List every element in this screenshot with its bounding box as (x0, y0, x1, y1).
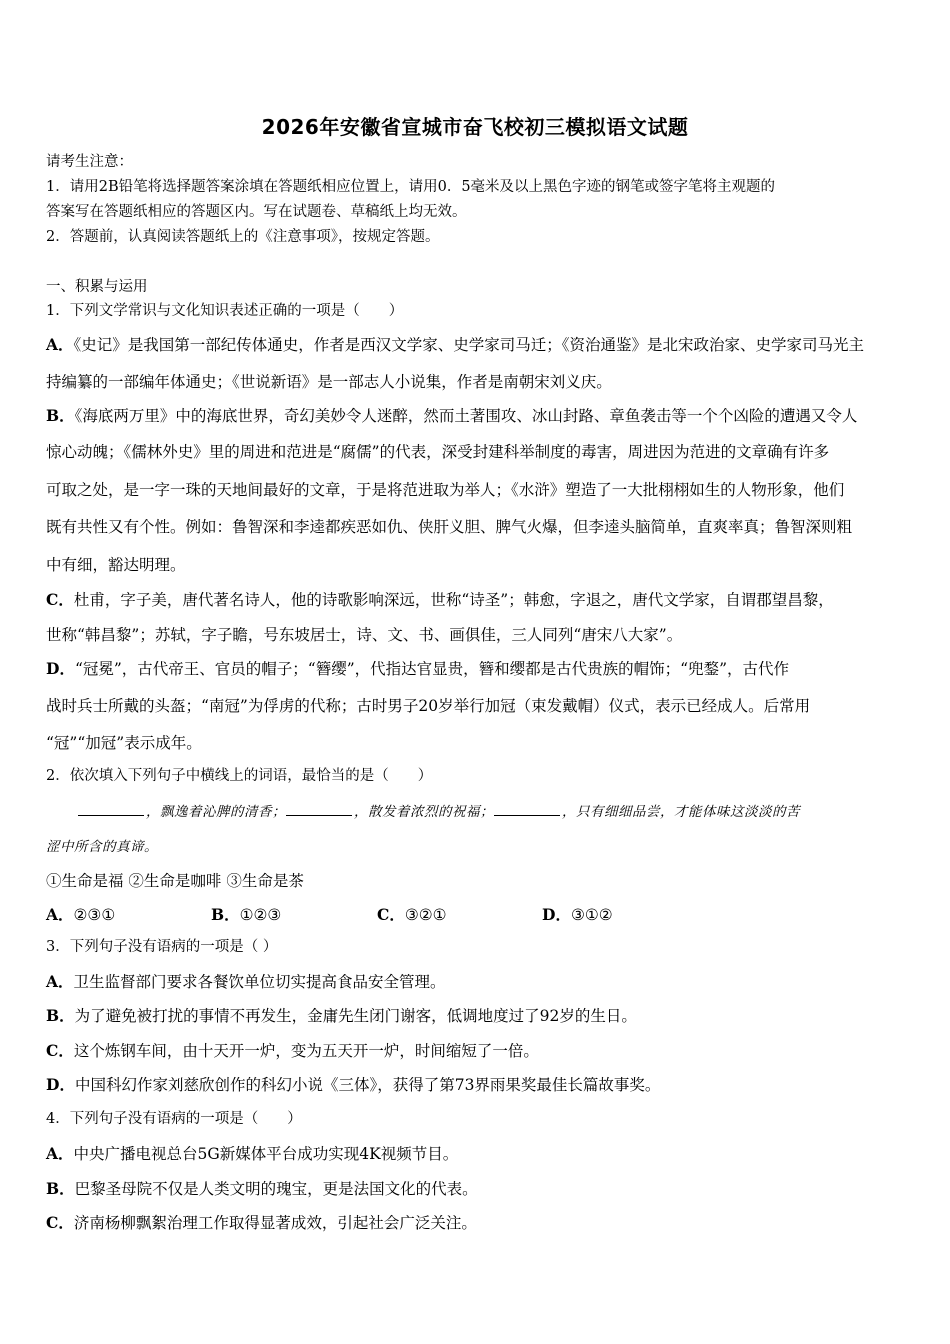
q1-option-c (46, 590, 834, 610)
option-label: B． (46, 1179, 75, 1198)
q2-option-c (377, 903, 447, 925)
q2-sentence-cont: 涩中所含的真谛。 (46, 839, 158, 855)
option-text: 济南杨柳飘絮治理工作取得显著成效，引起社会广泛关注。 (73, 1214, 477, 1232)
blank-line (286, 801, 352, 816)
notice-line-1b: 答案写在答题纸相应的答题区内。写在试题卷、草稿纸上均无效。 (46, 204, 467, 220)
q3-option-c (46, 1041, 539, 1061)
option-text: ②③① (73, 906, 116, 924)
q1-option-c-cont: 世称“韩昌黎”；苏轼，字子瞻，号东坡居士，诗、文、书、画俱佳，三人同列“唐宋八大家”。 (46, 626, 683, 644)
q2-option-d (542, 903, 613, 925)
option-text: 中国科幻作家刘慈欣创作的科幻小说《三体》，获得了第73界雨果奖最佳长篇故事奖。 (74, 1076, 661, 1094)
option-label: B． (46, 406, 75, 425)
q4-option-a (46, 1144, 458, 1164)
q1-option-d (46, 659, 789, 679)
q1-option-d-cont-1: 战时兵士所戴的头盔；“南冠”为俘虏的代称；古时男子20岁举行加冠（束发戴帽）仪式，表示已经成人。后常用 (46, 697, 811, 715)
q3-option-d (46, 1075, 660, 1095)
option-text: 这个炼钢车间，由十天开一炉，变为五天开一炉，时间缩短了一倍。 (73, 1042, 539, 1060)
option-label: C． (377, 905, 405, 924)
option-text: 卫生监督部门要求各餐饮单位切实提高食品安全管理。 (73, 973, 446, 991)
option-label: D． (46, 659, 75, 678)
option-label: D． (542, 905, 571, 924)
sentence-part: ，飘逸着沁脾的清香； (146, 804, 286, 820)
q4-option-b (46, 1179, 478, 1199)
option-label: B． (46, 1006, 75, 1025)
q1-option-d-cont-2: “冠”“加冠”表示成年。 (46, 734, 202, 752)
page-title: 2026年安徽省宣城市奋飞校初三模拟语文试题 (261, 115, 689, 139)
option-label: A． (46, 905, 74, 924)
q4-stem: 4．下列句子没有语病的一项是（ ） (46, 1111, 302, 1127)
q1-option-b-cont-3: 既有共性又有个性。例如：鲁智深和李逵都疾恶如仇、侠肝义胆、脾气火爆，但李逵头脑简单，直爽率真；鲁智深则粗 (46, 518, 853, 536)
option-text: 巴黎圣母院不仅是人类文明的瑰宝，更是法国文化的代表。 (74, 1180, 478, 1198)
q2-items: ①生命是福 ②生命是咖啡 ③生命是茶 (46, 872, 304, 890)
q3-option-b (46, 1006, 637, 1026)
q1-option-b (46, 406, 857, 426)
q1-stem: 1．下列文学常识与文化知识表述正确的一项是（ ） (46, 303, 404, 319)
option-text: 中央广播电视总台5G新媒体平台成功实现4K视频节目。 (73, 1145, 459, 1163)
option-label: D． (46, 1075, 75, 1094)
q2-sentence (78, 801, 800, 822)
q3-stem: 3．下列句子没有语病的一项是（ ） (46, 939, 278, 955)
sentence-part: ，散发着浓烈的祝福； (354, 804, 494, 820)
q1-option-b-cont-2: 可取之处，是一字一珠的天地间最好的文章，于是将范进取为举人；《水浒》塑造了一大批栩栩如生的人物形象，他们 (46, 481, 845, 499)
option-text: ③①② (570, 906, 613, 924)
sentence-part: ，只有细细品尝，才能体味这淡淡的苦 (562, 804, 800, 820)
option-text: 为了避免被打扰的事情不再发生，金庸先生闭门谢客，低调地度过了92岁的生日。 (74, 1007, 637, 1025)
blank-line (78, 801, 144, 816)
option-text: 《史记》是我国第一部纪传体通史，作者是西汉文学家、史学家司马迁；《资治通鉴》是北宋政治家、史学家司马光主 (73, 336, 865, 354)
q2-option-a (46, 903, 115, 925)
notice-heading: 请考生注意： (46, 154, 133, 170)
notice-line-1a: 1．请用2B铅笔将选择题答案涂填在答题纸相应位置上，请用0．5毫米及以上黑色字迹的钢笔或签字笔将主观题的 (46, 179, 776, 195)
option-text: 《海底两万里》中的海底世界，奇幻美妙令人迷醉，然而土著围攻、冰山封路、章鱼袭击等一个个凶险的遭遇又令人 (74, 407, 858, 425)
q2-option-b (211, 903, 281, 925)
q1-option-a-cont: 持编纂的一部编年体通史；《世说新语》是一部志人小说集，作者是南朝宋刘义庆。 (46, 373, 612, 391)
q2-stem: 2．依次填入下列句子中横线上的词语，最恰当的是（ ） (46, 768, 433, 784)
option-label: C． (46, 1213, 74, 1232)
section-heading: 一、积累与运用 (46, 279, 148, 295)
option-text: “冠冕”，古代帝王、官员的帽子；“簪缨”，代指达官显贵，簪和缨都是古代贵族的帽饰；“兜鍪”，古代作 (74, 660, 790, 678)
blank-line (494, 801, 560, 816)
option-text: ③②① (404, 906, 447, 924)
option-label: A． (46, 972, 74, 991)
q4-option-c (46, 1213, 477, 1233)
q1-option-b-cont-1: 惊心动魄；《儒林外史》里的周进和范进是“腐儒”的代表，深受封建科举制度的毒害，周进因为范进的文章确有许多 (46, 443, 830, 461)
option-label: C． (46, 590, 74, 609)
option-text: ①②③ (239, 906, 282, 924)
option-label: B． (211, 905, 240, 924)
q1-option-b-cont-4: 中有细，豁达明理。 (46, 556, 186, 574)
option-label: A． (46, 1144, 74, 1163)
option-label: A． (46, 335, 74, 354)
q3-option-a (46, 972, 446, 992)
option-text: 杜甫，字子美，唐代著名诗人，他的诗歌影响深远，世称“诗圣”；韩愈，字退之，唐代文学家，自谓郡望昌黎， (73, 591, 834, 609)
option-label: C． (46, 1041, 74, 1060)
q1-option-a (46, 335, 864, 355)
notice-line-2: 2．答题前，认真阅读答题纸上的《注意事项》，按规定答题。 (46, 229, 440, 245)
